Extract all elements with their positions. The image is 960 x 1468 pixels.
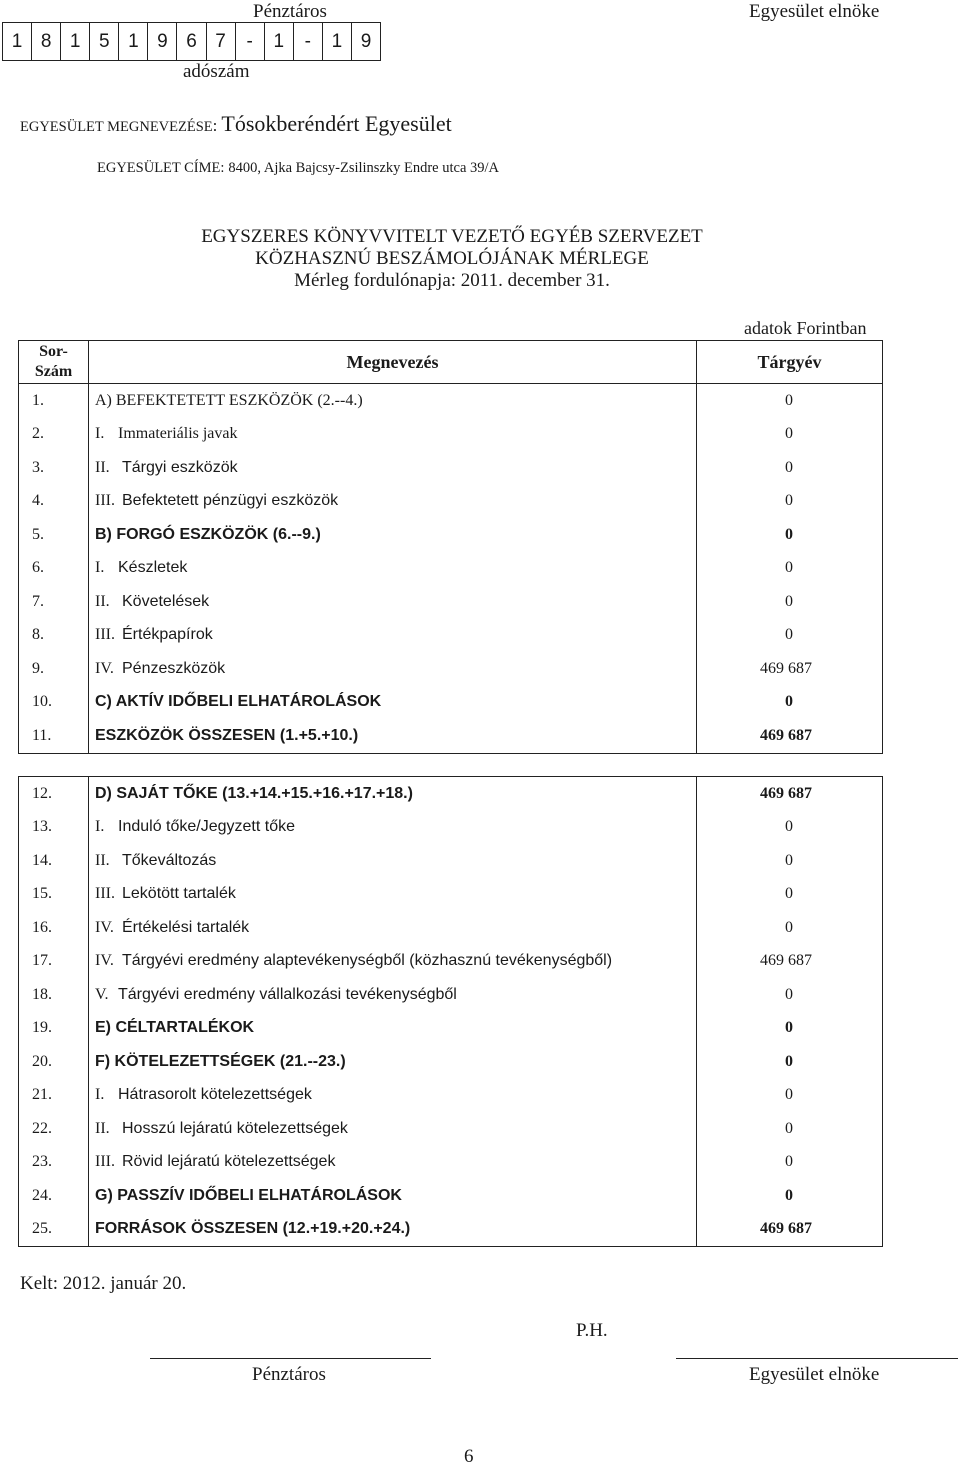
row-value: [697, 1112, 882, 1146]
row-value-text: 0: [785, 1153, 793, 1171]
row-roman-numeral: II.: [95, 851, 110, 869]
row-value-text: 0: [785, 525, 793, 543]
row-number: [19, 518, 88, 552]
assets-label-column: [89, 384, 696, 753]
row-value-text: 469 687: [760, 659, 812, 677]
row-label-text: E) CÉLTARTALÉKOK: [95, 1019, 255, 1037]
row-label-text: Hosszú lejáratú kötelezettségek: [122, 1119, 348, 1137]
tax-digit-cell: 1: [118, 23, 147, 60]
row-label: [89, 1045, 696, 1079]
liabilities-number-column: [19, 777, 88, 1246]
row-number-text: 12.: [32, 784, 52, 802]
row-number: [19, 652, 88, 686]
row-number-text: 14.: [32, 851, 52, 869]
row-label-text: Induló tőke/Jegyzett tőke: [118, 818, 295, 836]
row-number: [19, 451, 88, 485]
row-label: [89, 811, 696, 845]
row-roman-numeral: I.: [95, 1086, 105, 1104]
row-value-text: 469 687: [760, 1220, 812, 1238]
row-label: [89, 552, 696, 586]
row-number-text: 21.: [32, 1086, 52, 1104]
row-label: [89, 1112, 696, 1146]
row-number-text: 4.: [32, 492, 44, 510]
row-number: [19, 1179, 88, 1213]
row-label-text: Tárgyévi eredmény alaptevékenységből (közhasznú tevékenységből): [122, 952, 613, 970]
row-value: [697, 978, 882, 1012]
assets-value-column: [697, 384, 882, 753]
row-value-text: 0: [785, 693, 793, 711]
tax-number-label: adószám: [183, 61, 250, 82]
row-label: [89, 978, 696, 1012]
row-number-text: 11.: [32, 726, 52, 744]
assets-value-cell: [697, 384, 883, 754]
title-line-2: KÖZHASZNÚ BESZÁMOLÓJÁNAK MÉRLEGE: [255, 248, 649, 269]
row-label-text: Rövid lejáratú kötelezettségek: [122, 1153, 336, 1171]
liabilities-value-cell: [697, 777, 883, 1247]
row-value: [697, 552, 882, 586]
row-value: [697, 1179, 882, 1213]
stamp-label: P.H.: [576, 1320, 608, 1341]
row-label: [89, 384, 696, 418]
row-number-text: 20.: [32, 1052, 52, 1070]
row-label-text: Követelések: [122, 592, 210, 610]
row-number: [19, 1012, 88, 1046]
tax-digit-cell: 7: [206, 23, 235, 60]
cashier-label-top: Pénztáros: [253, 1, 327, 22]
row-label-text: C) AKTÍV IDŐBELI ELHATÁROLÁSOK: [95, 693, 382, 711]
row-roman-numeral: II.: [95, 458, 110, 476]
description-header: Megnevezés: [89, 341, 697, 384]
row-label: [89, 1213, 696, 1247]
row-value-text: 0: [785, 391, 793, 409]
issue-date: Kelt: 2012. január 20.: [20, 1273, 187, 1294]
title-line-3: Mérleg fordulónapja: 2011. december 31.: [294, 270, 610, 291]
tax-digit-cell: -: [235, 23, 264, 60]
row-label-text: ESZKÖZÖK ÖSSZESEN (1.+5.+10.): [95, 726, 359, 744]
row-value-text: 0: [785, 1119, 793, 1137]
assets-table: [18, 340, 883, 754]
header-sor: Sor-: [39, 343, 68, 360]
tax-digit-cell: 8: [31, 23, 60, 60]
row-value-text: 0: [785, 851, 793, 869]
row-value: [697, 652, 882, 686]
row-number-text: 22.: [32, 1119, 52, 1137]
row-number-text: 18.: [32, 985, 52, 1003]
row-value-text: 0: [785, 1052, 793, 1070]
liabilities-number-cell: [19, 777, 89, 1247]
row-label: [89, 1079, 696, 1113]
row-number: [19, 844, 88, 878]
row-value-text: 469 687: [760, 952, 812, 970]
liabilities-value-column: [697, 777, 882, 1246]
row-label-text: Készletek: [118, 559, 188, 577]
tax-digit-cell: 9: [351, 23, 380, 60]
row-value-text: 469 687: [760, 726, 812, 744]
liabilities-label-column: [89, 777, 696, 1246]
row-number: [19, 719, 88, 753]
org-name-label: EGYESÜLET MEGNEVEZÉSE: [20, 119, 213, 135]
row-label: [89, 878, 696, 912]
cashier-label-bottom: Pénztáros: [252, 1364, 326, 1385]
row-roman-numeral: I.: [95, 818, 105, 836]
row-value-text: 469 687: [760, 784, 812, 802]
row-roman-numeral: II.: [95, 1119, 110, 1137]
row-number-text: 7.: [32, 592, 44, 610]
row-value-text: 0: [785, 885, 793, 903]
row-value: [697, 418, 882, 452]
row-value-text: 0: [785, 1086, 793, 1104]
row-number: [19, 1213, 88, 1247]
row-number: [19, 585, 88, 619]
row-value-text: 0: [785, 918, 793, 936]
chair-label-top: Egyesület elnöke: [749, 1, 880, 22]
row-roman-numeral: III.: [95, 492, 115, 510]
row-value-text: 0: [785, 592, 793, 610]
row-label-text: Értékelési tartalék: [122, 918, 250, 936]
row-label: [89, 1179, 696, 1213]
org-name: Tósokberéndért Egyesület: [221, 111, 452, 136]
row-roman-numeral: I.: [95, 559, 105, 577]
row-value-text: 0: [785, 1186, 793, 1204]
row-roman-numeral: I.: [95, 425, 105, 443]
chair-label-bottom: Egyesület elnöke: [749, 1364, 880, 1385]
row-number-text: 2.: [32, 425, 44, 443]
row-roman-numeral: V.: [95, 985, 109, 1003]
cashier-signature-line: [150, 1358, 431, 1359]
row-label-text: Tőkeváltozás: [122, 851, 217, 869]
row-number: [19, 1112, 88, 1146]
row-value: [697, 518, 882, 552]
row-value: [697, 811, 882, 845]
row-value-text: 0: [785, 492, 793, 510]
row-label-text: G) PASSZÍV IDŐBELI ELHATÁROLÁSOK: [95, 1186, 402, 1204]
header-szam: Szám: [34, 363, 73, 380]
row-value: [697, 945, 882, 979]
row-number: [19, 945, 88, 979]
assets-label-cell: [89, 384, 697, 754]
row-roman-numeral: II.: [95, 592, 110, 610]
row-number-text: 10.: [32, 693, 52, 711]
row-number: [19, 552, 88, 586]
row-number: [19, 485, 88, 519]
row-number-text: 17.: [32, 952, 52, 970]
org-address: 8400, Ajka Bajcsy-Zsilinszky Endre utca 39/A: [228, 160, 500, 176]
row-label-text: B) FORGÓ ESZKÖZÖK (6.--9.): [95, 525, 321, 543]
row-label: [89, 518, 696, 552]
row-number-text: 16.: [32, 918, 52, 936]
row-number-text: 5.: [32, 525, 44, 543]
row-number: [19, 1146, 88, 1180]
row-label: [89, 418, 696, 452]
row-value-text: 0: [785, 458, 793, 476]
units-label: adatok Forintban: [744, 318, 867, 338]
tax-number-grid: [2, 22, 381, 61]
row-value-text: 0: [785, 818, 793, 836]
row-number-text: 25.: [32, 1220, 52, 1238]
row-label-text: A) BEFEKTETETT ESZKÖZÖK (2.--4.): [95, 391, 363, 409]
title-line-1: EGYSZERES KÖNYVVITELT VEZETŐ EGYÉB SZERVEZET: [201, 226, 703, 247]
row-value: [697, 844, 882, 878]
row-number: [19, 911, 88, 945]
org-address-label: EGYESÜLET CÍME:: [97, 160, 225, 176]
year-header: Tárgyév: [697, 341, 883, 384]
row-label: [89, 1146, 696, 1180]
row-value: [697, 619, 882, 653]
assets-number-column: [19, 384, 88, 753]
row-label-text: F) KÖTELEZETTSÉGEK (21.--23.): [95, 1052, 346, 1070]
tax-digit-cell: 1: [322, 23, 351, 60]
row-value: [697, 719, 882, 753]
row-label-text: FORRÁSOK ÖSSZESEN (12.+19.+20.+24.): [95, 1220, 411, 1238]
row-roman-numeral: IV.: [95, 918, 114, 936]
row-number-header: [19, 341, 89, 384]
row-label: [89, 719, 696, 753]
row-number: [19, 878, 88, 912]
row-roman-numeral: IV.: [95, 659, 114, 677]
row-label: [89, 911, 696, 945]
row-roman-numeral: III.: [95, 1153, 115, 1171]
assets-body-row: [19, 384, 883, 754]
row-label-text: Lekötött tartalék: [122, 885, 236, 903]
row-number-text: 9.: [32, 659, 44, 677]
row-value-text: 0: [785, 626, 793, 644]
row-roman-numeral: III.: [95, 885, 115, 903]
row-label-text: Tárgyi eszközök: [122, 458, 238, 476]
row-value: [697, 1079, 882, 1113]
tax-digit-cell: 9: [147, 23, 176, 60]
assets-number-cell: [19, 384, 89, 754]
row-value: [697, 1045, 882, 1079]
row-value: [697, 686, 882, 720]
org-name-colon: :: [212, 116, 218, 135]
row-value: [697, 451, 882, 485]
row-label: [89, 652, 696, 686]
row-number: [19, 811, 88, 845]
row-value-text: 0: [785, 559, 793, 577]
row-number-text: 24.: [32, 1186, 52, 1204]
org-address-line: [97, 159, 499, 177]
tax-digit-cell: 5: [89, 23, 118, 60]
row-label: [89, 686, 696, 720]
row-number: [19, 384, 88, 418]
row-label-text: Befektetett pénzügyi eszközök: [122, 492, 339, 510]
row-label: [89, 777, 696, 811]
liabilities-body-row: [19, 777, 883, 1247]
row-label: [89, 844, 696, 878]
tax-digit-cell: -: [293, 23, 322, 60]
row-value: [697, 878, 882, 912]
row-value-text: 0: [785, 1019, 793, 1037]
row-value: [697, 777, 882, 811]
row-value: [697, 585, 882, 619]
row-value: [697, 384, 882, 418]
assets-header-row: [19, 341, 883, 384]
org-name-line: [20, 111, 452, 137]
chair-signature-line: [676, 1358, 958, 1359]
row-number-text: 23.: [32, 1153, 52, 1171]
row-label-text: Immateriális javak: [118, 425, 238, 443]
row-label: [89, 451, 696, 485]
row-label: [89, 485, 696, 519]
row-number-text: 8.: [32, 626, 44, 644]
row-number-text: 19.: [32, 1019, 52, 1037]
row-number-text: 3.: [32, 458, 44, 476]
row-label-text: Tárgyévi eredmény vállalkozási tevékenységből: [118, 985, 457, 1003]
row-number: [19, 418, 88, 452]
report-title: [0, 226, 904, 292]
row-value: [697, 1012, 882, 1046]
tax-digit-cell: 1: [11, 30, 23, 52]
row-number-text: 6.: [32, 559, 44, 577]
row-value-text: 0: [785, 425, 793, 443]
row-label: [89, 1012, 696, 1046]
tax-digit-cell: 6: [176, 23, 205, 60]
row-number-text: 1.: [32, 391, 44, 409]
row-number: [19, 1045, 88, 1079]
row-number: [19, 978, 88, 1012]
liabilities-table: [18, 776, 883, 1247]
row-value: [697, 911, 882, 945]
row-label-text: Értékpapírok: [122, 626, 213, 644]
row-label-text: Pénzeszközök: [122, 659, 226, 677]
liabilities-label-cell: [89, 777, 697, 1247]
row-number: [19, 619, 88, 653]
row-number: [19, 686, 88, 720]
page-number: 6: [464, 1446, 474, 1467]
row-number-text: 15.: [32, 885, 52, 903]
row-label-text: D) SAJÁT TŐKE (13.+14.+15.+16.+17.+18.): [95, 784, 413, 802]
row-number: [19, 777, 88, 811]
row-label-text: Hátrasorolt kötelezettségek: [118, 1086, 312, 1104]
tax-digit-cell: 1: [60, 23, 89, 60]
row-value: [697, 485, 882, 519]
row-label: [89, 945, 696, 979]
row-value: [697, 1146, 882, 1180]
tax-digit-cell: 1: [264, 23, 293, 60]
row-number-text: 13.: [32, 818, 52, 836]
row-label: [89, 619, 696, 653]
row-roman-numeral: III.: [95, 626, 115, 644]
row-roman-numeral: IV.: [95, 952, 114, 970]
row-number: [19, 1079, 88, 1113]
row-value: [697, 1213, 882, 1247]
row-label: [89, 585, 696, 619]
row-value-text: 0: [785, 985, 793, 1003]
